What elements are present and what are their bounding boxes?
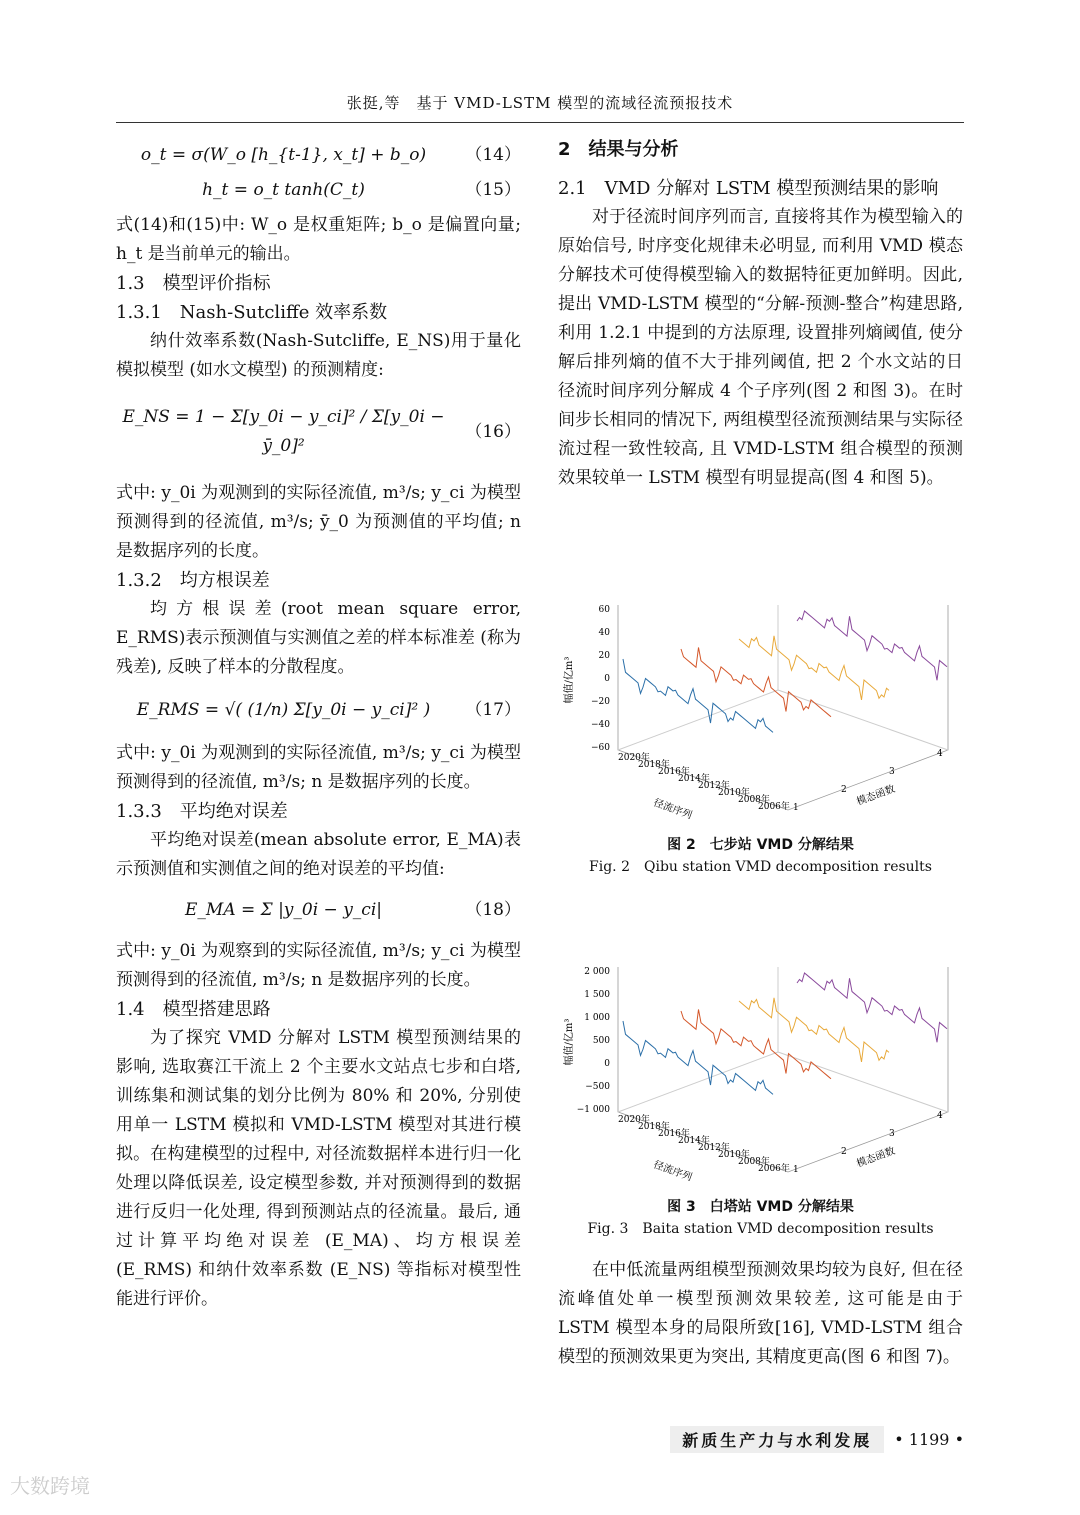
section-1-4: 1.4 模型搭建思路 — [116, 999, 271, 1020]
y-tick-label: 1 — [793, 803, 799, 813]
x-tick-label: 2008年 — [738, 1157, 770, 1167]
x-tick-label: 2014年 — [678, 774, 710, 784]
running-header: 张挺,等 基于 VMD-LSTM 模型的流域径流预报技术 — [346, 94, 734, 112]
x-tick-label: 2020年 — [618, 753, 650, 763]
z-axis-label: 幅值/亿m³ — [564, 656, 575, 704]
y-tick-label: 3 — [889, 1129, 895, 1139]
plot-frame — [618, 605, 948, 810]
section-1-3-2: 1.3.2 均方根误差 — [116, 570, 270, 591]
mode-4-series — [797, 973, 947, 1042]
equation-17: E_RMS = √( (1/n) Σ[y_0i − y_ci]² ) — [136, 700, 431, 720]
section-1-3-1: 1.3.1 Nash-Sutcliffe 效率系数 — [116, 302, 388, 323]
equation-18-number: （18） — [465, 900, 521, 920]
x-tick-label: 2018年 — [638, 1122, 670, 1132]
z-tick-label: −40 — [591, 720, 610, 730]
x-tick-label: 2006年 — [758, 802, 790, 812]
z-axis-label: 幅值/亿m³ — [564, 1018, 575, 1066]
page-number: • 1199 • — [894, 1430, 964, 1449]
section-1-3: 1.3 模型评价指标 — [116, 273, 271, 294]
para-nse: 纳什效率系数(Nash-Sutcliffe, E_NS)用于量化模拟模型 (如水文模型) 的预测精度: — [116, 331, 521, 380]
equation-15: h_t = o_t tanh(C_t) — [202, 180, 365, 200]
section-1-3-3: 1.3.3 平均绝对误差 — [116, 801, 288, 822]
z-tick-label: 60 — [598, 605, 610, 615]
equation-16-number: （16） — [465, 421, 521, 442]
grid-line — [778, 690, 948, 750]
z-tick-label: −60 — [591, 743, 610, 753]
para-nse-explain: 式中: y_0i 为观测到的实际径流值, m³/s; y_ci 为模型预测得到的径流值, m³/s; ȳ_0 为预测值的平均值; n 是数据序列的长度。 — [116, 483, 521, 561]
para-vmd-effect: 对于径流时间序列而言, 直接将其作为模型输入的原始信号, 时序变化规律未必明显, 而利用 VMD 模态分解技术可使得模型输入的数据特征更加鲜明。因此, 提出 VMD-LSTM 模型的“分解-预测-整合”构建思路, 利用 1.2.1 中提到的方法原理, 设置排列熵阈值, 使分解后排列熵的值不大于排列阈值, 把 2 个水文站的日径流时间序列分解成 4 个子序列(图 2 和图 3)。在时间步长相同的情况下, 两组模型径流预测结果与实际径流过程一致性较高, 且 VMD-LSTM 组合模型的预测效果较单一 LSTM 模型有明显提高(图 4 和图 5)。 — [558, 207, 963, 488]
x-axis-label: 径流序列 — [651, 1159, 694, 1184]
z-tick-label: −500 — [585, 1082, 610, 1092]
z-tick-label: −1 000 — [576, 1105, 610, 1115]
footer — [670, 1426, 964, 1453]
para-model-build: 为了探究 VMD 分解对 LSTM 模型预测结果的影响, 选取赛江干流上 2 个主要水文站点七步和白塔, 训练集和测试集的划分比例为 80% 和 20%, 分别使用单一 LSTM 模拟和 VMD-LSTM 模型对其进行模拟。在构建模型的过程中, 对径流数据样本进行归一化处理以降低误差, 设定模型参数, 并对预测得到的数据进行反归一化处理, 得到预测站点的径流量。最后, 通过计算平均绝对误差 (E_MA)、均方根误差 (E_RMS) 和纳什效率系数 (E_NS) 等指标对模型性能进行评价。 — [116, 1028, 521, 1309]
z-tick-label: 500 — [592, 1036, 610, 1046]
grid-line — [618, 1052, 778, 1112]
equation-14-number: （14） — [465, 145, 521, 165]
para-eq-explain: 式(14)和(15)中: W_o 是权重矩阵; b_o 是偏置向量; h_t 是当前单元的输出。 — [116, 215, 521, 264]
right-column-bottom — [558, 1256, 963, 1372]
x-tick-label: 2010年 — [718, 1150, 750, 1160]
section-2: 2 结果与分析 — [558, 139, 679, 160]
x-tick-label: 2010年 — [718, 788, 750, 798]
equation-17-number: （17） — [465, 700, 521, 720]
para-rmse-explain: 式中: y_0i 为观测到的实际径流值, m³/s; y_ci 为模型预测得到的径流值, m³/s; n 是数据序列的长度。 — [116, 743, 521, 792]
mode-4-series — [797, 611, 947, 680]
x-tick-label: 2014年 — [678, 1136, 710, 1146]
para-rmse: 均方根误差(root mean square error, E_RMS)表示预测值与实测值之差的样本标准差 (称为残差), 反映了样本的分散程度。 — [116, 599, 521, 677]
watermark: 大数跨境 — [10, 1474, 90, 1498]
x-tick-label: 2006年 — [758, 1164, 790, 1174]
plot-frame — [618, 967, 948, 1172]
y-axis-label: 模态函数 — [855, 1145, 897, 1170]
y-tick-label: 4 — [937, 1111, 943, 1121]
para-peak-flow: 在中低流量两组模型预测效果均较为良好, 但在径流峰值处单一模型预测效果较差, 这可能是由于 LSTM 模型本身的局限所致[16], VMD-LSTM 组合模型的预测效果更为突出, 其精度更高(图 6 和图 7)。 — [558, 1260, 963, 1367]
z-tick-label: 20 — [598, 651, 610, 661]
z-tick-label: 1 500 — [584, 990, 610, 1000]
equation-15-number: （15） — [465, 180, 521, 200]
footer-banner: 新质生产力与水利发展 — [670, 1426, 884, 1453]
section-2-1: 2.1 VMD 分解对 LSTM 模型预测结果的影响 — [558, 178, 939, 199]
figure-2-plot — [558, 600, 963, 830]
y-tick-label: 2 — [841, 785, 847, 795]
y-tick-label: 3 — [889, 767, 895, 777]
figure-3-caption-cn: 图 3 白塔站 VMD 分解结果 — [667, 1199, 854, 1215]
equation-18: E_MA = Σ |y_0i − y_ci| — [185, 900, 382, 920]
figure-3 — [558, 962, 963, 1240]
para-mae-explain: 式中: y_0i 为观察到的实际径流值, m³/s; y_ci 为模型预测得到的径流值, m³/s; n 是数据序列的长度。 — [116, 941, 521, 990]
figure-2 — [558, 600, 963, 878]
x-tick-label: 2020年 — [618, 1115, 650, 1125]
x-tick-label: 2012年 — [698, 781, 730, 791]
mode-1-series — [623, 659, 773, 732]
y-tick-label: 4 — [937, 749, 943, 759]
x-tick-label: 2012年 — [698, 1143, 730, 1153]
right-column — [558, 135, 963, 493]
x-axis-label: 径流序列 — [651, 797, 694, 822]
z-tick-label: 1 000 — [584, 1013, 610, 1023]
grid-line — [618, 690, 778, 750]
x-tick-label: 2008年 — [738, 795, 770, 805]
para-mae: 平均绝对误差(mean absolute error, E_MA)表示预测值和实测值之间的绝对误差的平均值: — [116, 830, 521, 879]
figure-3-plot — [558, 962, 963, 1192]
left-column — [116, 135, 521, 1314]
x-tick-label: 2018年 — [638, 760, 670, 770]
equation-16: E_NS = 1 − Σ[y_0i − y_ci]² / Σ[y_0i − ȳ_0]² — [122, 407, 445, 456]
z-tick-label: 2 000 — [584, 967, 610, 977]
y-tick-label: 2 — [841, 1147, 847, 1157]
header-rule — [116, 122, 964, 123]
y-tick-label: 1 — [793, 1165, 799, 1175]
z-tick-label: 0 — [604, 674, 610, 684]
figure-2-caption-cn: 图 2 七步站 VMD 分解结果 — [667, 837, 854, 853]
figure-2-caption-en: Fig. 2 Qibu station VMD decomposition results — [589, 859, 932, 875]
z-tick-label: 0 — [604, 1059, 610, 1069]
figure-3-caption-en: Fig. 3 Baita station VMD decomposition results — [587, 1221, 934, 1237]
grid-line — [778, 1052, 948, 1112]
z-tick-label: 40 — [598, 628, 610, 638]
x-tick-label: 2016年 — [658, 767, 690, 777]
y-axis-label: 模态函数 — [855, 783, 897, 808]
equation-14: o_t = σ(W_o [h_{t-1}, x_t] + b_o) — [140, 145, 427, 165]
mode-1-series — [623, 1021, 773, 1094]
x-tick-label: 2016年 — [658, 1129, 690, 1139]
z-tick-label: −20 — [591, 697, 610, 707]
